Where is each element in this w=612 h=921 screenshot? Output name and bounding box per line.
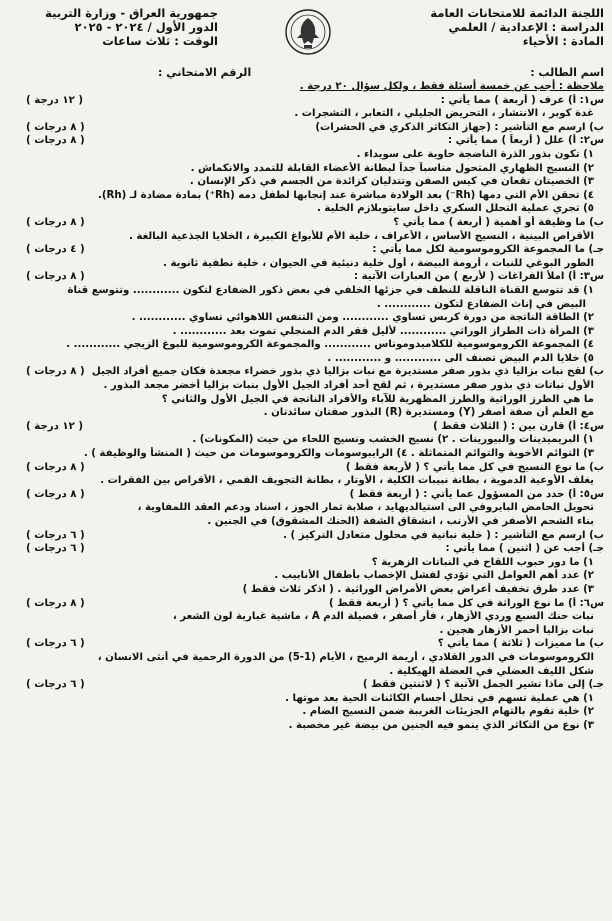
question-text: ١) البريميدينات والبيورينات . ٢) نسيج الخشب ونسيج اللحاء من حيث (المكونات) . [192, 434, 594, 446]
question-line [8, 243, 604, 257]
question-text: ٤) المجموعة الكروموسومية للكلاميدوموناس ............ والمجموعة الكروموسومية للبوغ الزيجي ............ . [66, 339, 594, 351]
question-line [8, 311, 604, 325]
question-line [8, 352, 604, 366]
question-text: الأول نباتات ذي بذور صفر مستديرة ، ثم لقح أحد أفراد الجيل الأول بنبات بزاليا أخضر مجعد البذور . [103, 380, 594, 392]
question-text: ب) لقح نبات بزاليا ذي بذور صفر مستديرة مع نبات بزاليا ذي بذور خضراء مجعدة فكان جميع أفراد الجيل [91, 366, 604, 378]
exam-session: الدور الأول / ٢٠٢٤ - ٢٠٢٥ [74, 20, 218, 34]
grade-label: ( ٨ درجات ) [26, 597, 85, 609]
question-line [8, 583, 604, 597]
student-info-row [8, 66, 604, 80]
question-line [8, 175, 604, 189]
question-text: ١) هي عملية تسهم في تحلل أجسام الكائنات الحية بعد موتها . [285, 692, 594, 704]
question-line [8, 692, 604, 706]
question-text: ٥) خلايا الدم البيض تصنف الى ............ و ............ . [327, 352, 594, 364]
grade-label: ( ٦ درجات ) [26, 679, 85, 691]
question-line [8, 433, 604, 447]
question-text: شكل الليف العضلي في العضلة الهيكلية . [389, 665, 594, 677]
student-name-label: اسم الطالب : [530, 66, 604, 79]
question-line [8, 121, 604, 135]
question-line [8, 529, 604, 543]
question-text: ٢) عدد أهم العوامل التي تؤدي لفشل الإخصاب بأطفال الأنابيب . [274, 570, 594, 582]
committee-block [354, 6, 604, 48]
exam-duration: الوقت : ثلاث ساعات [102, 34, 218, 48]
question-line [8, 651, 604, 665]
committee-name: اللجنة الدائمة للامتحانات العامة [430, 6, 604, 20]
question-line [8, 94, 604, 108]
ministry-block [8, 6, 218, 48]
question-text: ١) تكون بذور الذرة الناضجة حاوية على سويداء . [356, 148, 594, 160]
question-text: س١: أ) عرف ( أربعة ) مما يأتي : [440, 94, 604, 106]
question-line [8, 298, 604, 312]
exam-note: ملاحظة : أجب عن خمسة أسئلة فقط ، ولكل سؤال ٢٠ درجة . [299, 81, 604, 92]
question-text: الطور البوغي للنبات ، أرومة البيضة ، أول خلية دنيئية في الحيوان ، خلية نطفية ثانوية . [163, 257, 594, 269]
question-line [8, 719, 604, 733]
question-text: س٣: أ) املأ الفراغات ( لأربع ) من العبارات الآتية : [354, 271, 604, 283]
question-line [8, 148, 604, 162]
question-line [8, 270, 604, 284]
question-line [8, 705, 604, 719]
question-text: بناء الشحم الأصفر في الأرنب ، انشقاق الشفة (الحنك المشقوق) في الجنين . [207, 516, 594, 527]
question-line [8, 365, 604, 379]
question-text: يغلف الأوعية الدموية ، بطانة نبيبات الكلية ، الأوتار ، بطانة التجويف الفمي ، الأقراص بين الفقرات . [100, 475, 594, 487]
question-line [8, 542, 604, 556]
question-text: نبات بزاليا أحمر الأزهار هجين . [439, 624, 594, 636]
question-line [8, 134, 604, 148]
question-text: ب) ما وظيفة أو أهمية ( أربعة ) مما يأتي ؟ [393, 216, 604, 228]
grade-label: ( ٨ درجات ) [26, 461, 85, 473]
question-line [8, 230, 604, 244]
question-text: ٣) المرأة ذات الطراز الوراثي ............ لأليل فقر الدم المنجلي تموت بعد ............ . [172, 325, 594, 337]
grade-label: ( ٨ درجات ) [26, 271, 85, 283]
question-line [8, 597, 604, 611]
question-line [8, 501, 604, 515]
question-text: ب) ارسم مع التأشير : (جهاز التكاثر الذكري في الحشرات) [315, 121, 604, 133]
question-line [8, 107, 604, 121]
question-line [8, 488, 604, 502]
grade-label: ( ١٢ درجة ) [26, 94, 84, 106]
question-text: ٣) التوائم الأخوية والتوائم المتماثلة . ٤) الرايبوسومات والكروموسومات من حيث ( المنشأ والوظيفة ) . [83, 448, 594, 460]
question-text: الكروموسومات في الدور القلادي ، أريمة الرميح ، الأيام (1-5) من الدورة الرحمية في أنثى الانسان ، [97, 651, 594, 663]
exam-header [8, 6, 604, 64]
question-text: مع العلم أن صفة أصفر (Y) ومستديرة (R) البذور صفتان سائدتان . [263, 407, 594, 419]
grade-label: ( ٦ درجات ) [26, 529, 85, 541]
grade-label: ( ٦ درجات ) [26, 638, 85, 650]
question-text: ٢) خلية تقوم بالتهام الجزيئات الغريبة ضمن النسيج الضام . [302, 706, 594, 718]
question-text: ٣) عدد طرق تخفيف أعراض بعض الأمراض الوراثية . ( اذكر ثلاث فقط ) [242, 583, 594, 595]
question-text: البيض في إناث الضفادع لتكون ............ . [376, 298, 586, 310]
question-line [8, 189, 604, 203]
question-text: س٦: أ) ما نوع الوراثة في كل مما يأتي ؟ ( أربعة فقط ) [329, 597, 604, 609]
ministry-name: جمهورية العراق - وزارة التربية [45, 6, 218, 20]
question-text: ٢) الطاقة الناتجة من دورة كربس تساوي ............ ومن التنفس اللاهوائي تساوي ............ . [131, 312, 594, 324]
question-text: ٤) تحقن الأم التي دمها (Rh⁻) بعد الولادة مباشرة عند إنجابها لطفل دمه (Rh⁺) بمادة مضادة لـ (Rh). [97, 189, 594, 201]
question-line [8, 461, 604, 475]
question-line [8, 202, 604, 216]
question-text: ٣) نوع من التكاثر الذي ينمو فيه الجنين من بيضة غير مخصبة . [288, 719, 594, 731]
questions-body [8, 94, 604, 733]
grade-label: ( ٦ درجات ) [26, 543, 85, 555]
question-line [8, 162, 604, 176]
question-line [8, 678, 604, 692]
question-text: جـ) ما المجموعة الكروموسومية لكل مما يأتي : [372, 244, 604, 256]
grade-label: ( ٨ درجات ) [26, 216, 85, 228]
question-line [8, 569, 604, 583]
question-line [8, 257, 604, 271]
question-line [8, 406, 604, 420]
subject-name: المادة : الأحياء [522, 34, 604, 48]
question-line [8, 637, 604, 651]
question-text: جـ) إلى ماذا تشير الجمل الآتية ؟ ( لاثنتين فقط ) [362, 679, 604, 691]
question-line [8, 447, 604, 461]
study-branch: الدراسة : الإعدادية / العلمي [448, 20, 604, 34]
question-line [8, 665, 604, 679]
question-text: س٤: أ) قارن بين : ( الثلاث فقط ) [433, 420, 604, 432]
question-line [8, 610, 604, 624]
seat-number-label: الرقم الامتحاني : [158, 66, 252, 79]
question-line [8, 474, 604, 488]
question-text: ما هي الطرز الوراثية والطرز المظهرية للآباء والأفراد الناتجة في الجيل الأول والثاني ؟ [161, 393, 594, 405]
question-line [8, 556, 604, 570]
question-text: س٥: أ) حدد من المسؤول عما يأتي : ( أربعة فقط ) [349, 488, 604, 500]
grade-label: ( ٨ درجات ) [26, 366, 85, 378]
question-text: نبات حنك السبع وردي الأزهار ، فأر أصفر ، فصيلة الدم A ، ماشية غبارية لون الشعر ، [172, 611, 594, 623]
grade-label: ( ٤ درجات ) [26, 244, 85, 256]
grade-label: ( ١٢ درجة ) [26, 420, 84, 432]
question-line [8, 325, 604, 339]
grade-label: ( ٨ درجات ) [26, 135, 85, 147]
question-line [8, 338, 604, 352]
question-line [8, 216, 604, 230]
question-line [8, 420, 604, 434]
question-line [8, 284, 604, 298]
ministry-seal-icon [284, 8, 332, 56]
question-text: تحويل الحامض البايروفي الى استيالديهايد ، صلابة ثمار الجوز ، اسناد ودعم العقد اللمفاوية ، [137, 502, 594, 514]
question-text: ١) ما دور حبوب اللقاح في النباتات الزهرية ؟ [371, 556, 594, 568]
question-text: ١) قد تتوسع القناة الناقلة للنطف في جزئها الخلفي في بعض ذكور الضفادع لتكون ............ وتتوسع قناة [67, 284, 594, 296]
question-text: ب) ارسم مع التأشير : ( خلية نباتية في محلول متعادل التركيز ) . [283, 529, 604, 541]
question-line [8, 379, 604, 393]
question-text: س٢: أ) علل ( أربعاً ) مما يأتي : [448, 135, 604, 147]
question-text: الأقراص البينية ، النسيج الأساس ، الأعراف ، خلية الأم للأبواغ الكبيرة ، الخلايا الجذعية البالغة . [129, 230, 594, 242]
question-line [8, 624, 604, 638]
grade-label: ( ٨ درجات ) [26, 121, 85, 133]
question-line [8, 393, 604, 407]
grade-label: ( ٨ درجات ) [26, 488, 85, 500]
question-text: ٣) الخصيتان تقعان في كيس الصفن وتتدليان كزائدة من الجسم في ذكر الإنسان . [189, 176, 594, 188]
question-text: ٢) النسيج الظهاري المتحول مناسباً جداً لبطانة الأعضاء القابلة للتمدد والانكماش . [190, 162, 594, 174]
question-text: ب) ما مميزات ( ثلاثة ) مما يأتي ؟ [437, 638, 604, 650]
question-text: غدة كوبر ، الانتشار ، التحريض الجليلي ، التعابر ، التشجرات . [294, 108, 594, 120]
question-line [8, 515, 604, 529]
question-text: ٥) تجري عملية التحلل السكري داخل سايتوبلازم الخلية . [316, 203, 594, 215]
question-text: ب) ما نوع النسيج في كل مما يأتي ؟ ( لأربعة فقط ) [345, 461, 604, 473]
question-text: جـ) أجب عن ( اثنين ) مما يأتي : [445, 543, 604, 555]
